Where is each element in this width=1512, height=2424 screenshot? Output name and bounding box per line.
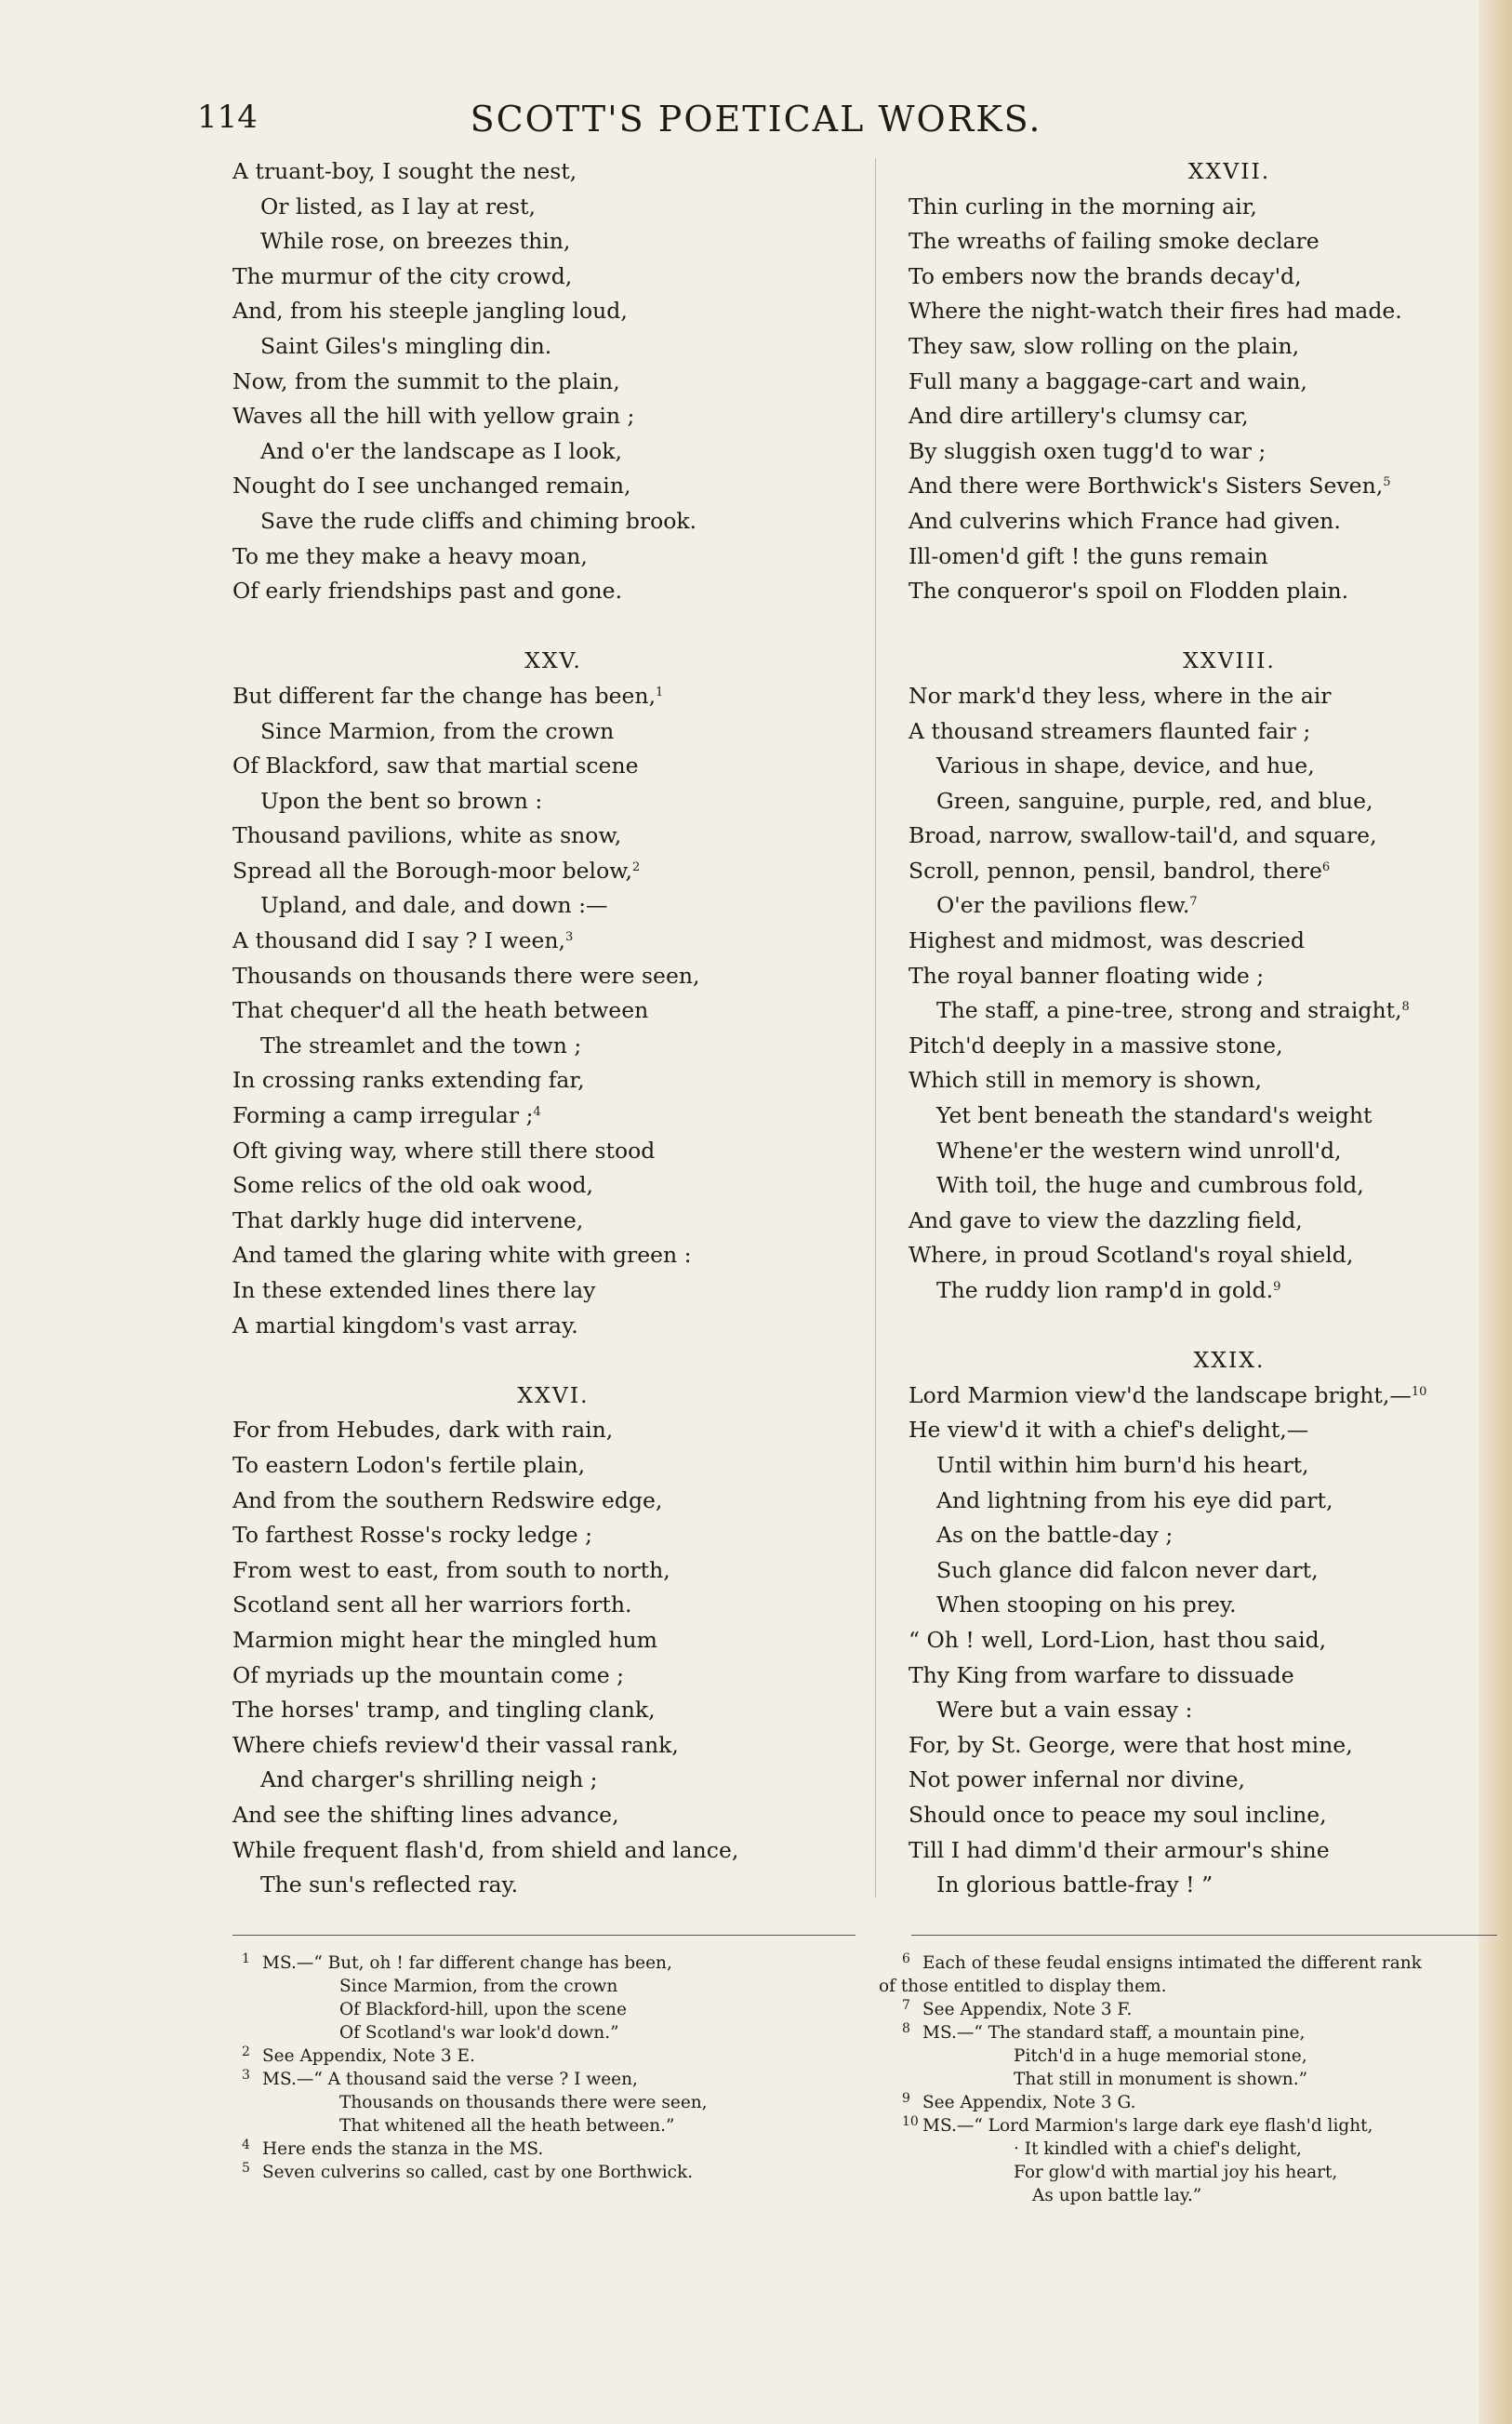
verse-line: And, from his steeple jangling loud, xyxy=(232,298,628,325)
footnote: 9 See Appendix, Note 3 G. xyxy=(902,2091,1136,2112)
stanza-heading: XXVIII. xyxy=(1183,647,1276,674)
stanza-heading: XXIX. xyxy=(1193,1347,1266,1374)
verse-line: Waves all the hill with yellow grain ; xyxy=(232,403,635,430)
verse-line: They saw, slow rolling on the plain, xyxy=(909,332,1300,359)
stanza-xxvii xyxy=(909,154,1512,609)
verse-line: Yet bent beneath the standard's weight xyxy=(936,1102,1373,1129)
verse-line: And gave to view the dazzling field, xyxy=(909,1206,1303,1233)
verse-line: Where chiefs review'd their vassal rank, xyxy=(232,1731,679,1758)
footnote-mark: 4 xyxy=(533,1105,541,1120)
verse-line: The horses' tramp, and tingling clank, xyxy=(232,1697,656,1724)
verse-line: To embers now the brands decay'd, xyxy=(909,262,1302,289)
left-column xyxy=(232,154,874,1903)
verse-line: Some relics of the old oak wood, xyxy=(232,1172,594,1199)
footnote-mark: 10 xyxy=(1411,1384,1427,1399)
running-title: SCOTT'S POETICAL WORKS. xyxy=(470,99,1042,140)
verse-line: And lightning from his eye did part, xyxy=(936,1486,1333,1513)
verse-line: Scotland sent all her warriors forth. xyxy=(232,1592,632,1618)
verse-line: Upland, and dale, and down :— xyxy=(260,892,608,919)
page-header xyxy=(0,99,1512,145)
verse-line: He view'd it with a chief's delight,— xyxy=(909,1417,1309,1444)
verse-line: The conqueror's spoil on Flodden plain. xyxy=(909,578,1349,605)
verse-line: Not power infernal nor divine, xyxy=(909,1766,1246,1793)
verse-line: To eastern Lodon's fertile plain, xyxy=(232,1451,586,1478)
verse-line: Scroll, pennon, pensil, bandrol, there$^6$ xyxy=(909,857,1331,884)
footnote-mark: 3 xyxy=(565,930,574,945)
verse-line: A martial kingdom's vast array. xyxy=(232,1312,578,1339)
verse-line: And dire artillery's clumsy car, xyxy=(909,403,1249,430)
footnote-rule xyxy=(232,1935,855,1936)
verse-line: Saint Giles's mingling din. xyxy=(260,332,552,359)
footnotes-right xyxy=(879,1951,1511,2207)
verse-line: But different far the change has been,$^1$ xyxy=(232,682,664,709)
verse-line: When stooping on his prey. xyxy=(936,1592,1237,1618)
verse-line: The royal banner floating wide ; xyxy=(909,962,1265,989)
verse-line: The wreaths of failing smoke declare xyxy=(909,228,1320,255)
verse-line: To farthest Rosse's rocky ledge ; xyxy=(232,1522,593,1549)
footnote-mark: 7 xyxy=(1189,895,1198,910)
footnote: 5 Seven culverins so called, cast by one Borthwick. xyxy=(242,2161,694,2182)
verse-line: From west to east, from south to north, xyxy=(232,1556,670,1583)
verse-line: Which still in memory is shown, xyxy=(909,1067,1262,1094)
verse-line: Marmion might hear the mingled hum xyxy=(232,1626,657,1653)
stanza-xxix xyxy=(909,1343,1512,1903)
stanza-xxvi xyxy=(232,1378,874,1903)
footnote: 4 Here ends the stanza in the MS. xyxy=(242,2138,544,2159)
verse-line: Broad, narrow, swallow-tail'd, and square, xyxy=(909,822,1377,849)
verse-line: Since Marmion, from the crown xyxy=(260,717,615,744)
verse-line: Green, sanguine, purple, red, and blue, xyxy=(936,787,1373,814)
verse-line: Should once to peace my soul incline, xyxy=(909,1801,1327,1828)
verse-line: Or listed, as I lay at rest, xyxy=(260,193,536,220)
verse-line: Full many a baggage-cart and wain, xyxy=(909,367,1307,394)
verse-line: A thousand did I say ? I ween,$^3$ xyxy=(232,927,574,954)
page-number: 114 xyxy=(197,99,258,136)
verse-line: Of Blackford, saw that martial scene xyxy=(232,753,639,779)
verse-line: And o'er the landscape as I look, xyxy=(260,437,622,464)
verse-line: By sluggish oxen tugg'd to war ; xyxy=(909,437,1267,464)
stanza-heading: XXV. xyxy=(524,647,582,674)
verse-line: That darkly huge did intervene, xyxy=(232,1206,584,1233)
verse-line: Of early friendships past and gone. xyxy=(232,578,623,605)
verse-line: Save the rude cliffs and chiming brook. xyxy=(260,507,697,534)
verse-line: And culverins which France had given. xyxy=(909,507,1341,534)
stanza-heading: XXVI. xyxy=(517,1381,590,1408)
verse-line: While frequent flash'd, from shield and lance, xyxy=(232,1836,739,1863)
verse-line: In glorious battle-fray ! ” xyxy=(936,1871,1214,1898)
footnote-mark: 5 xyxy=(1383,475,1391,490)
verse-line: Until within him burn'd his heart, xyxy=(936,1451,1309,1478)
footnote: 2 See Appendix, Note 3 E. xyxy=(242,2044,475,2066)
verse-line: Thousands on thousands there were seen, xyxy=(232,962,700,989)
footnote: 8 MS.—“ The standard staff, a mountain pine, Pitch'd in a huge memorial stone, That still in monument is shown.” xyxy=(902,2021,1308,2089)
verse-line: “ Oh ! well, Lord-Lion, hast thou said, xyxy=(909,1626,1327,1653)
verse-line: Pitch'd deeply in a massive stone, xyxy=(909,1032,1283,1059)
verse-line: Whene'er the western wind unroll'd, xyxy=(936,1137,1342,1164)
verse-line: Nought do I see unchanged remain, xyxy=(232,473,631,499)
verse-line: Of myriads up the mountain come ; xyxy=(232,1661,625,1688)
footnote: 1 MS.—“ But, oh ! far different change has been, Since Marmion, from the crown Of Blackford-hill, upon the scene Of Scotland's war look'd down.” xyxy=(242,1951,672,2043)
footnote-mark: 6 xyxy=(1321,859,1331,874)
verse-line: A truant-boy, I sought the nest, xyxy=(232,158,577,184)
footnote-mark: 8 xyxy=(1401,1000,1410,1015)
stanza-heading: XXVII. xyxy=(1187,158,1271,184)
verse-line: Thousand pavilions, white as snow, xyxy=(232,822,622,849)
verse-line: And there were Borthwick's Sisters Seven,$^5$ xyxy=(909,473,1391,499)
verse-line: With toil, the huge and cumbrous fold, xyxy=(936,1172,1364,1199)
footnote-rule xyxy=(911,1935,1497,1936)
verse-line: For, by St. George, were that host mine, xyxy=(909,1731,1353,1758)
verse-line: While rose, on breezes thin, xyxy=(260,228,571,255)
verse-line: Where, in proud Scotland's royal shield, xyxy=(909,1242,1354,1269)
verse-line: The staff, a pine-tree, strong and straight,$^8$ xyxy=(936,997,1410,1024)
verse-line: Till I had dimm'd their armour's shine xyxy=(909,1836,1330,1863)
verse-line: The ruddy lion ramp'd in gold.$^9$ xyxy=(936,1277,1281,1303)
right-column xyxy=(909,154,1512,1903)
verse-line: Lord Marmion view'd the landscape bright,—$^{10}$ xyxy=(909,1381,1427,1408)
verse-line: Thin curling in the morning air, xyxy=(909,193,1257,220)
verse-line: Upon the bent so brown : xyxy=(260,787,543,814)
footnote: 7 See Appendix, Note 3 F. xyxy=(902,1998,1133,2019)
footnote: 6 Each of these feudal ensigns intimated the different rank of those entitled to display them. xyxy=(879,1951,1422,1996)
stanza-xxviii xyxy=(909,644,1512,1308)
verse-line: O'er the pavilions flew.$^7$ xyxy=(936,892,1198,919)
verse-line: Various in shape, device, and hue, xyxy=(936,753,1315,779)
verse-line: And from the southern Redswire edge, xyxy=(232,1486,663,1513)
verse-line: Where the night-watch their fires had made. xyxy=(909,298,1402,325)
verse-line: Spread all the Borough-moor below,$^2$ xyxy=(232,857,641,884)
verse-line: And charger's shrilling neigh ; xyxy=(260,1766,598,1793)
verse-line: Thy King from warfare to dissuade xyxy=(909,1661,1294,1688)
verse-line: Nor mark'd they less, where in the air xyxy=(909,682,1332,709)
verse-line: In crossing ranks extending far, xyxy=(232,1067,585,1094)
stanza-xxv xyxy=(232,644,874,1343)
verse-line: And tamed the glaring white with green : xyxy=(232,1242,692,1269)
opening-verse xyxy=(232,154,874,609)
verse-line: Forming a camp irregular ;$^4$ xyxy=(232,1102,541,1129)
verse-line: For from Hebudes, dark with rain, xyxy=(232,1417,614,1444)
verse-line: Ill-omen'd gift ! the guns remain xyxy=(909,542,1268,569)
verse-line: A thousand streamers flaunted fair ; xyxy=(909,717,1311,744)
verse-line: Oft giving way, where still there stood xyxy=(232,1137,656,1164)
verse-line: The sun's reflected ray. xyxy=(260,1871,519,1898)
verse-line: Such glance did falcon never dart, xyxy=(936,1556,1319,1583)
footnotes-left xyxy=(242,1951,865,2184)
verse-line: Now, from the summit to the plain, xyxy=(232,367,620,394)
footnote-mark: 1 xyxy=(656,685,664,699)
verse-line: And see the shifting lines advance, xyxy=(232,1801,619,1828)
verse-line: In these extended lines there lay xyxy=(232,1277,596,1303)
verse-line: The streamlet and the town ; xyxy=(260,1032,582,1059)
verse-line: As on the battle-day ; xyxy=(936,1522,1174,1549)
footnote: 3 MS.—“ A thousand said the verse ? I ween, Thousands on thousands there were seen, That whitened all the heath between.” xyxy=(242,2068,708,2136)
verse-line: That chequer'd all the heath between xyxy=(232,997,649,1024)
footnote-mark: 9 xyxy=(1273,1280,1281,1294)
verse-line: Highest and midmost, was descried xyxy=(909,927,1305,954)
verse-line: Were but a vain essay : xyxy=(936,1697,1193,1724)
verse-line: To me they make a heavy moan, xyxy=(232,542,588,569)
verse-line: The murmur of the city crowd, xyxy=(232,262,573,289)
column-divider xyxy=(875,158,876,1898)
footnote: 10 MS.—“ Lord Marmion's large dark eye flash'd light, · It kindled with a chief's delight, For glow'd with martial joy his heart, As upon battle lay.” xyxy=(902,2114,1373,2205)
footnote-mark: 2 xyxy=(632,859,641,874)
